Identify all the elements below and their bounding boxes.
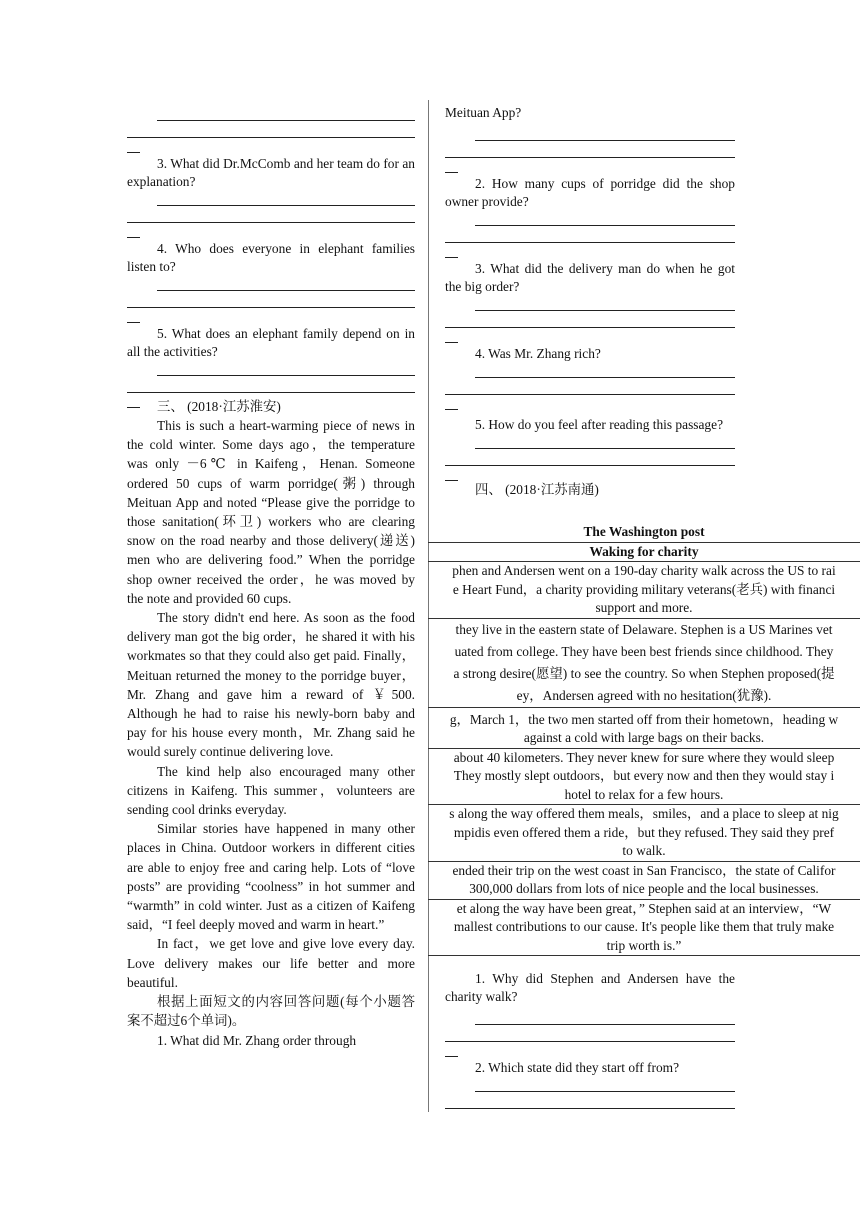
answer-line-end [445, 245, 735, 260]
article-title: The Washington post [428, 523, 860, 542]
question-3: 3. What did the delivery man do when he got the big order? [445, 261, 735, 294]
answer-line [445, 451, 735, 468]
answer-line [127, 361, 415, 378]
answer-line-end [127, 140, 415, 155]
question-4: 4. Was Mr. Zhang rich? [475, 346, 601, 361]
answer-line-end [445, 397, 735, 412]
answer-line-end [445, 160, 735, 175]
article-row-3 [428, 707, 860, 748]
article-row-4 [428, 748, 860, 805]
answer-line [445, 363, 735, 380]
right-column [445, 0, 735, 499]
row-line: hotel to relax for a few hours. [564, 786, 724, 802]
answer-line [445, 313, 735, 330]
answer-line-end [445, 330, 735, 345]
answer-line [445, 296, 735, 313]
article-subtitle: Waking for charity [428, 542, 860, 562]
passage-paragraph-4: Similar stories have happened in many other places in China. Outdoor workers in different cities are able to enjoy free and caring help. Lots of “love posts” are providing “coolness” in hot summer and “warmth” in cold winter. Just as a citizen of Kaifeng said，“I feel deeply moved and warm in heart.” [127, 821, 415, 933]
article-row-6 [428, 861, 860, 899]
row-line: ended their trip on the west coast in San Francisco，the state of Califor [452, 862, 836, 878]
row-line: uated from college. They have been best friends since childhood. They [454, 643, 834, 659]
row-line: phen and Andersen went on a 190-day charity walk across the US to rai [452, 563, 836, 578]
question-1: 1. What did Mr. Zhang order through [157, 1032, 357, 1048]
answer-line [445, 1027, 735, 1044]
answer-line [127, 106, 415, 123]
section-4-question-2: 2. Which state did they start off from? [475, 1060, 680, 1075]
answer-line-end [127, 395, 415, 410]
section-4-questions [445, 970, 735, 1111]
answer-line-end [127, 310, 415, 325]
answer-line-end [445, 1044, 735, 1059]
row-line: mpidis even offered them a ride，but they refused. They said they pref [453, 824, 835, 840]
answer-line [445, 434, 735, 451]
section-3-heading: 三、 (2018·江苏淮安) [157, 399, 281, 414]
row-line: 300,000 dollars from lots of nice people and the local businesses. [469, 881, 819, 896]
article-row-5 [428, 805, 860, 862]
answer-line [445, 126, 735, 143]
section-4-question-1: 1. Why did Stephen and Andersen have the charity walk? [445, 971, 735, 1004]
section-4-heading: 四、 (2018·江苏南通) [475, 482, 599, 497]
passage-paragraph-3: The kind help also encouraged many other citizens in Kaifeng. This summer，volunteers are sending cool drinks everyday. [127, 763, 415, 818]
answer-line-end [445, 468, 735, 483]
row-line: g，March 1，the two men started off from their hometown，heading w [449, 711, 839, 727]
answer-line [445, 1094, 735, 1111]
row-line: a strong desire(愿望) to see the country. So when Stephen proposed(提 [453, 665, 835, 681]
row-line: e Heart Fund，a charity providing military veterans(老兵) with financi [452, 581, 836, 597]
row-line: support and more. [595, 600, 693, 615]
article-table [428, 523, 860, 956]
row-line: trip worth is.” [606, 937, 682, 953]
row-line: ey，Andersen agreed with no hesitation(犹豫). [516, 687, 772, 703]
left-column [127, 0, 415, 1050]
passage-paragraph-5: In fact，we get love and give love every day. Love delivery makes our life better and more beautiful. [127, 936, 415, 990]
answer-line-end [127, 225, 415, 240]
passage-paragraph-2: The story didn't end here. As soon as the food delivery man got the big order，he shared it with his workmates so that they could also get paid. Finally，Meituan returned the money to the porridge buyer，Mr. Zhang and gave him a reward of ￥500. Although he had to raise his newly-born baby and pay for his house every month，Mr. Zhang said he would surely continue delivering love. [127, 610, 415, 760]
row-line: mallest contributions to our cause. It's people like them that truly make [453, 919, 835, 934]
answer-line [445, 211, 735, 228]
row-line: against a cold with large bags on their backs. [523, 730, 765, 745]
answer-line [127, 378, 415, 395]
question-2: 2. How many cups of porridge did the shop owner provide? [445, 176, 735, 209]
row-line: They mostly slept outdoors，but every now and then they would stay i [453, 768, 835, 783]
answer-line [445, 228, 735, 245]
question-3: 3. What did Dr.McComb and her team do for an explanation? [127, 156, 415, 189]
question-5: 5. What does an elephant family depend on in all the activities? [127, 326, 415, 359]
row-line: about 40 kilometers. They never knew for sure where they would sleep [453, 749, 835, 765]
answer-line [445, 143, 735, 160]
question-1-continued: Meituan App? [445, 105, 522, 120]
instruction: 根据上面短文的内容回答问题(每个小题答案不超过6个单词)。 [127, 994, 415, 1029]
article-row-1 [428, 562, 860, 619]
question-5: 5. How do you feel after reading this passage? [475, 417, 724, 432]
answer-line [127, 276, 415, 293]
answer-line [445, 1077, 735, 1094]
row-line: they live in the eastern state of Delaware. Stephen is a US Marines vet [455, 621, 833, 637]
passage-paragraph-1: This is such a heart-warming piece of news in the cold winter. Some days ago，the temperature was only －6℃ in Kaifeng，Henan. Someone ordered 50 cups of warm porridge(粥) through Meituan App and noted “Please give the porridge to those sanitation(环卫) workers who are clearing snow on the road nearby and those delivery(递送) men who are delivering food.” When the porridge shop owner received the order，he was moved by the note and provided 60 cups. [127, 418, 415, 606]
article-row-2 [428, 618, 860, 707]
row-line: et along the way have been great，” Stephen said at an interview，“W [456, 900, 832, 916]
row-line: to walk. [622, 843, 666, 858]
answer-line [445, 1010, 735, 1027]
answer-line [127, 191, 415, 208]
answer-line [127, 293, 415, 310]
answer-line [445, 380, 735, 397]
answer-line [127, 123, 415, 140]
row-line: s along the way offered them meals，smiles，and a place to sleep at nig [449, 806, 839, 821]
article-row-7 [428, 899, 860, 956]
answer-line [127, 208, 415, 225]
question-4: 4. Who does everyone in elephant families listen to? [127, 241, 415, 274]
